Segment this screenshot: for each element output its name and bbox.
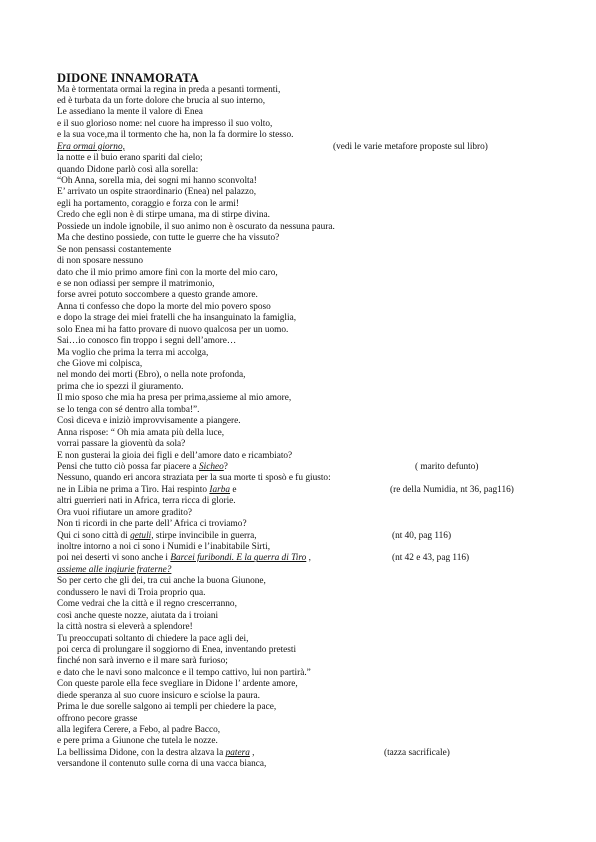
text-line: e dopo la strage dei miei fratelli che ha insanguinato la famiglia, bbox=[57, 313, 297, 324]
text-line: solo Enea mi ha fatto provare di nuovo qualcosa per un uomo. bbox=[57, 324, 289, 335]
line-text: ne in Libia ne prima a Tiro. Hai respinto bbox=[57, 484, 210, 495]
text-line: forse avrei potuto soccombere a questo grande amore. bbox=[57, 290, 258, 301]
text-line: e la sua voce,ma il tormento che ha, non la fa dormire lo stesso. bbox=[57, 130, 294, 141]
text-line: la notte e il buio erano spariti dal cielo; bbox=[57, 153, 203, 164]
text-line: e se non odiassi per sempre il matrimonio, bbox=[57, 278, 215, 289]
text-line: Con queste parole ella fece svegliare in Didone l’ ardente amore, bbox=[57, 679, 298, 690]
text-line: Anna rispose: “ Oh mia amata più della luce, bbox=[57, 427, 225, 438]
text-line: offrono pecore grasse bbox=[57, 713, 138, 724]
text-line: Credo che egli non è di stirpe umana, ma di stirpe divina. bbox=[57, 210, 270, 221]
text-line: Come vedrai che la città e il regno crescerranno, bbox=[57, 599, 237, 610]
text-line: diede speranza al suo cuore insicuro e sciolse la paura. bbox=[57, 690, 260, 701]
text-line: E’ arrivato un ospite straordinario (Enea) nel palazzo, bbox=[57, 187, 257, 198]
text-line: così anche queste nozze, aiutata da i troiani bbox=[57, 610, 219, 621]
text-line: condussero le navi di Troia proprio qua. bbox=[57, 587, 206, 598]
line-text: e bbox=[230, 484, 237, 495]
margin-note: ( marito defunto) bbox=[415, 461, 479, 472]
text-line-ingiurie bbox=[57, 565, 557, 576]
text-line: che Giove mi colpisca, bbox=[57, 359, 143, 369]
poem-text bbox=[57, 85, 557, 771]
text-line: Così diceva e iniziò improvvisamente a piangere. bbox=[57, 416, 241, 427]
text-line: la città nostra si eleverà a splendore! bbox=[57, 622, 193, 633]
document-title: DIDONE INNAMORATA bbox=[57, 71, 199, 85]
text-line-getuli bbox=[57, 531, 557, 542]
text-line: e pere prima a Giunone che tutela le nozze. bbox=[57, 736, 218, 747]
text-line: quando Didone parlò così alla sorella: bbox=[57, 164, 199, 175]
text-line: di non sposare nessuno bbox=[57, 256, 143, 267]
text-line: nel mondo dei morti (Ebro), o nella note profonda, bbox=[57, 370, 246, 381]
margin-note: (vedi le varie metafore proposte sul libro) bbox=[333, 141, 488, 152]
text-line: prima che io spezzi il giuramento. bbox=[57, 381, 184, 392]
margin-note: (re della Numidia, nt 36, pag116) bbox=[390, 484, 514, 495]
text-line: Se non pensassi costantemente bbox=[57, 244, 172, 255]
text-line: Possiede un indole ignobile, il suo animo non è oscurato da nessuna paura. bbox=[57, 221, 335, 232]
text-line: versandone il contenuto sulle corna di una vacca bianca, bbox=[57, 759, 267, 770]
line-text: , bbox=[249, 747, 255, 758]
text-line: Ma che destino possiede, con tutte le guerre che ha vissuto? bbox=[57, 233, 280, 244]
line-text: La bellissima Didone, con la destra alzava la bbox=[57, 747, 226, 758]
text-line: “Oh Anna, sorella mia, dei sogni mi hanno sconvolta! bbox=[57, 176, 257, 186]
margin-note: (nt 42 e 43, pag 116) bbox=[392, 553, 470, 564]
text-line: ed è turbata da un forte dolore che brucia al suo interno, bbox=[57, 95, 266, 106]
text-line: finché non sarà inverno e il mare sarà furioso; bbox=[57, 656, 228, 667]
underlined-phrase: Era ormai giorno, bbox=[57, 141, 125, 152]
text-line: egli ha portamento, coraggio e forza con le armi! bbox=[57, 198, 239, 209]
line-text: Pensi che tutto ciò possa far piacere a bbox=[57, 461, 199, 472]
text-line: Ma voglio che prima la terra mi accolga, bbox=[57, 347, 209, 358]
text-line: vorrai passare la gioventù da sola? bbox=[57, 439, 186, 450]
text-line: e dato che le navi sono malconce e il tempo cattivo, lui non partirà.” bbox=[57, 667, 311, 678]
text-line: dato che il mio primo amore finì con la morte del mio caro, bbox=[57, 267, 278, 278]
underlined-phrase-barcei: Barcei furibondi. E la guerra di Tiro bbox=[170, 553, 307, 564]
text-line: Nessuno, quando eri ancora straziata per la sua morte ti sposò e fu giusto: bbox=[57, 473, 331, 484]
text-line: se lo tenga con sé dentro alla tomba!”. bbox=[57, 404, 200, 415]
margin-note: (nt 40, pag 116) bbox=[392, 530, 452, 541]
text-line: alla legifera Cerere, a Febo, al padre Bacco, bbox=[57, 725, 221, 735]
text-line: inoltre intorno a noi ci sono i Numidi e l’inabitabile Sirti, bbox=[57, 542, 271, 552]
underlined-name-sicheo: Sicheo bbox=[198, 461, 224, 472]
line-text: ? bbox=[223, 461, 228, 472]
text-line: Ora vuoi rifiutare un amore gradito? bbox=[57, 507, 193, 518]
text-line-patera bbox=[57, 748, 557, 759]
line-text: stirpe invincibile in guerra, bbox=[153, 530, 257, 541]
text-line: Sai…io conosco fin troppo i segni dell’amore… bbox=[57, 336, 237, 347]
text-line: Non ti ricordi in che parte dell’ Africa ci troviamo? bbox=[57, 519, 247, 530]
text-line: Tu preoccupati soltanto di chiedere la pace agli dei, bbox=[57, 633, 249, 644]
text-line-barcei bbox=[57, 553, 557, 564]
line-text: poi nei deserti vi sono anche i bbox=[57, 553, 171, 564]
line-text: Qui ci sono città di bbox=[57, 530, 131, 541]
text-line: Ma è tormentata ormai la regina in preda a pesanti tormenti, bbox=[57, 84, 281, 95]
text-line-iarba bbox=[57, 485, 557, 496]
text-line: Il mio sposo che mia ha presa per prima,assieme al mio amore, bbox=[57, 393, 292, 404]
underlined-word-patera: patera bbox=[225, 747, 250, 758]
line-text: , bbox=[306, 553, 311, 564]
underlined-phrase-ingiurie: assieme alle ingiurie fraterne? bbox=[57, 564, 172, 575]
text-line: Prima le due sorelle salgono ai templi per chiedere la pace, bbox=[57, 702, 277, 713]
text-line-era-ormai-giorno bbox=[57, 142, 557, 153]
text-line: So per certo che gli dei, tra cui anche la buona Giunone, bbox=[57, 576, 266, 587]
text-line: poi cerca di prolungare il soggiorno di Enea, inventando pretesti bbox=[57, 644, 297, 655]
text-line-sicheo bbox=[57, 462, 557, 473]
margin-note: (tazza sacrificale) bbox=[384, 747, 450, 758]
text-line: E non gusterai la gioia dei figli e dell’amore dato e ricambiato? bbox=[57, 450, 293, 461]
underlined-name-iarba: Iarba bbox=[209, 484, 231, 495]
text-line: Anna ti confesso che dopo la morte del mio povero sposo bbox=[57, 301, 271, 312]
text-line: Le assediano la mente il valore di Enea bbox=[57, 107, 203, 118]
underlined-name-getuli: getuli, bbox=[130, 530, 154, 541]
text-line: altri guerrieri nati in Africa, terra ricca di glorie. bbox=[57, 496, 236, 507]
text-line: e il suo glorioso nome: nel cuore ha impresso il suo volto, bbox=[57, 118, 273, 129]
